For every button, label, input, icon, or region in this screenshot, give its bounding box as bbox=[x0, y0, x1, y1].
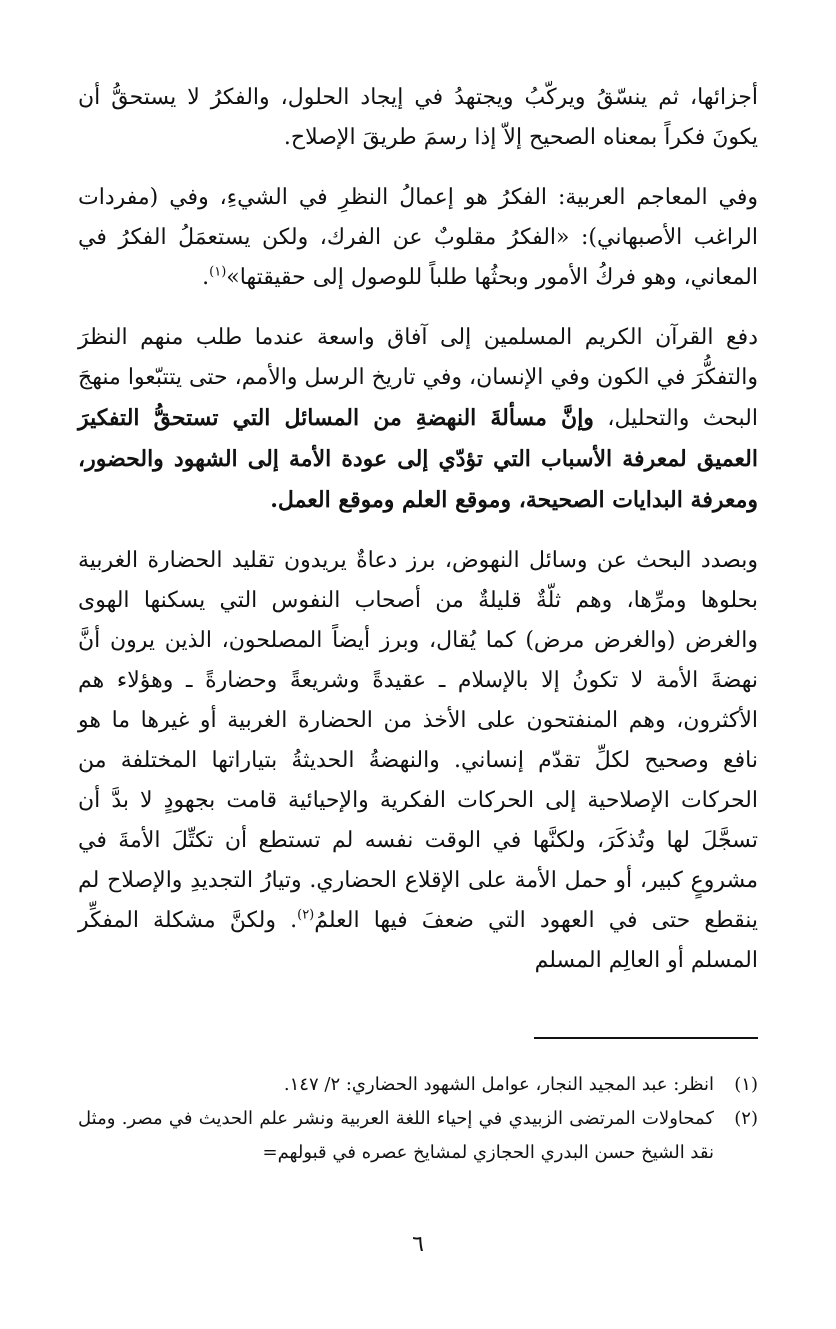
paragraph-4-tail: . ولكنَّ مشكلة المفكِّر المسلم أو العالِم المسلم bbox=[78, 908, 758, 973]
footnote-1 bbox=[78, 1068, 758, 1102]
footnote-2-text: كمحاولات المرتضى الزبيدي في إحياء اللغة العربية ونشر علم الحديث في مصر. ومثل نقد الشيخ حسن البدري الحجازي لمشايخ عصره في قبولهم= bbox=[78, 1108, 714, 1163]
paragraph-3-bold-text: وإنَّ مسألةَ النهضةِ من المسائل التي تستحقُّ التفكيرَ العميق لمعرفة الأسباب التي تؤدّي إلى عودة الأمة إلى الشهود والحضور، ومعرفة البدايات الصحيحة، وموقع العلم وموقع العمل. bbox=[78, 405, 758, 513]
paragraph-2 bbox=[78, 178, 758, 298]
paragraph-4-text: وبصدد البحث عن وسائل النهوض، برز دعاةٌ يريدون تقليد الحضارة الغربية بحلوها ومرِّها، وهم ثلّةٌ قليلةٌ من أصحاب النفوس التي يسكنها الهوى والغرض (والغرض مرض) كما يُقال، وبرز أيضاً المصلحون، الذين يرون أنَّ نهضةَ الأمة لا تكونُ إلا بالإسلام ـ عقيدةً وشريعةً وحضارةً ـ وهؤلاء هم الأكثرون، وهم المنفتحون على الأخذ من الحضارة الغربية أو غيرها ما هو نافع وصحيح لكلِّ تقدّم إنساني. والنهضةُ الحديثةُ بتياراتها المختلفة من الحركات الإصلاحية إلى الحركات الفكرية والإحيائية قامت بجهودٍ لا بدَّ أن تسجَّلَ لها وتُذكَرَ، ولكنَّها في الوقت نفسه لم تستطع أن تكتِّلَ الأمةَ في مشروعٍ كبير، أو حمل الأمة على الإقلاع الحضاري. وتيارُ التجديدِ والإصلاح لم ينقطع حتى في العهود التي ضعفَ فيها العلمُ bbox=[78, 548, 758, 933]
paragraph-4 bbox=[78, 541, 758, 981]
paragraph-3 bbox=[78, 318, 758, 521]
paragraph-2-text: وفي المعاجم العربية: الفكرُ هو إعمالُ النظرِ في الشيءِ، وفي (مفردات الراغب الأصبهاني): «الفكرُ مقلوبٌ عن الفرك، ولكن يستعمَلُ الفكرُ في المعاني، وهو فركُ الأمور وبحثُها طلباً للوصول إلى حقيقتها» bbox=[78, 185, 758, 290]
paragraph-1 bbox=[78, 78, 758, 158]
footnote-1-number: (١) bbox=[734, 1074, 758, 1095]
footnote-2 bbox=[78, 1102, 758, 1170]
footnote-ref-2[interactable]: (٢) bbox=[297, 907, 315, 923]
paragraph-2-end: . bbox=[202, 265, 210, 290]
page-number: ٦ bbox=[412, 1232, 424, 1257]
footnotes bbox=[78, 1068, 758, 1170]
paragraph-1-text: أجزائها، ثم ينسّقُ ويركّبُ ويجتهدُ في إيجاد الحلول، والفكرُ لا يستحقُّ أن يكونَ فكراً بمعناه الصحيح إلاّ إذا رسمَ طريقَ الإصلاح. bbox=[78, 85, 758, 150]
paragraph-3-text: دفع القرآن الكريم المسلمين إلى آفاق واسعة عندما طلب منهم النظرَ والتفكُّرَ في الكون وفي الإنسان، وفي تاريخ الرسل والأمم، حتى يتتبّعوا منهجَ البحث والتحليل، bbox=[78, 325, 758, 431]
footnote-separator bbox=[534, 1037, 758, 1039]
footnote-2-number: (٢) bbox=[734, 1108, 758, 1129]
footnote-ref-1[interactable]: (١) bbox=[209, 264, 227, 280]
footnote-1-text: انظر: عبد المجيد النجار، عوامل الشهود الحضاري: ٢/ ١٤٧. bbox=[283, 1074, 714, 1095]
